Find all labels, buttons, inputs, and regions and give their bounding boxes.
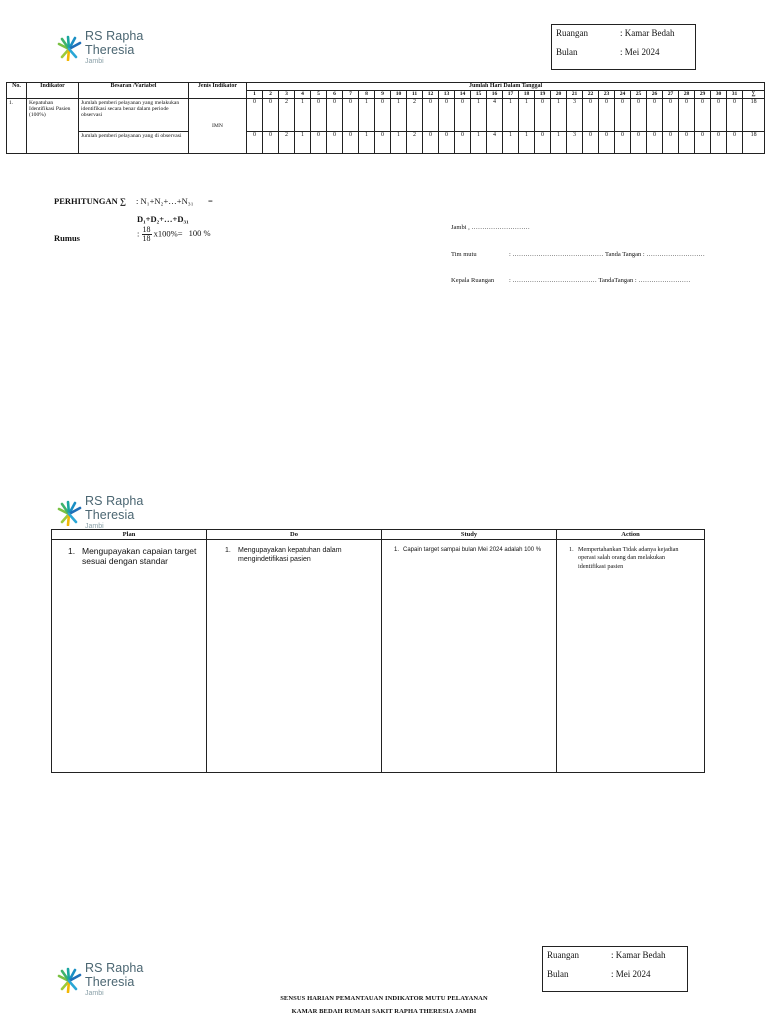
- numerator-day-value: 1: [471, 99, 487, 132]
- col-header-besaran: Besaran /Variabel: [79, 83, 189, 99]
- leaf-logo-icon: [56, 500, 82, 526]
- day-header: 6: [327, 91, 343, 99]
- numerator-day-value: 4: [487, 99, 503, 132]
- numerator-day-value: 0: [599, 99, 615, 132]
- month-value: : Mei 2024: [620, 47, 660, 57]
- day-header: 1: [247, 91, 263, 99]
- numerator-day-value: 1: [359, 99, 375, 132]
- kepala-ruangan-label: Kepala Ruangan: [451, 277, 495, 284]
- denominator-day-value: 1: [391, 132, 407, 154]
- day-header: 14: [455, 91, 471, 99]
- col-header-no: No.: [7, 83, 27, 99]
- hospital-logo: [56, 30, 143, 65]
- denominator-expression: D₁+D₂+…+D₃₁: [137, 214, 189, 224]
- info-box: [551, 24, 696, 70]
- pdsa-plan-cell: [52, 540, 207, 773]
- fraction-numerator: 18: [142, 225, 151, 234]
- numerator-expression: : N₁+N₂+…+N₃₁: [136, 196, 194, 206]
- day-header: 12: [423, 91, 439, 99]
- kepala-ruangan-signature-line: : ………………………………… TandaTangan : ……………………: [509, 277, 691, 284]
- numerator-day-value: 0: [327, 99, 343, 132]
- pdsa-table: [51, 529, 705, 773]
- denominator-day-value: 1: [519, 132, 535, 154]
- col-header-jenis: Jenis Indikator: [189, 83, 247, 99]
- numerator-day-value: 0: [679, 99, 695, 132]
- numerator-day-value: 0: [583, 99, 599, 132]
- month-label: Bulan: [547, 969, 569, 979]
- denominator-day-value: 0: [263, 132, 279, 154]
- col-header-indikator: Indikator: [27, 83, 79, 99]
- formula-trailing: =: [208, 196, 213, 206]
- sensus-title-line-2: KAMAR BEDAH RUMAH SAKIT RAPHA THERESIA JAMBI: [291, 1008, 477, 1015]
- census-table: [6, 82, 765, 154]
- month-label: Bulan: [556, 47, 578, 57]
- denominator-day-value: 0: [679, 132, 695, 154]
- denominator-day-value: 1: [471, 132, 487, 154]
- room-label: Ruangan: [556, 28, 588, 38]
- numerator-day-value: 0: [663, 99, 679, 132]
- rumus-fraction: [142, 226, 152, 243]
- sum-header: ∑: [743, 91, 765, 99]
- day-header: 3: [279, 91, 295, 99]
- leaf-logo-icon: [56, 35, 82, 61]
- numerator-day-value: 2: [407, 99, 423, 132]
- logo-line-1: RS Rapha: [85, 29, 144, 43]
- col-header-jumlah-hari: Jumlah Hari Dalam Tanggal: [247, 83, 765, 91]
- pdsa-header-plan: Plan: [52, 530, 207, 540]
- rumus-colon: :: [137, 228, 140, 239]
- perhitungan-label: PERHITUNGAN ∑: [54, 196, 126, 206]
- denominator-day-value: 0: [711, 132, 727, 154]
- hospital-logo-bottom: [56, 962, 143, 997]
- room-label: Ruangan: [547, 950, 579, 960]
- study-item-text: Capain target sampai bulan Mei 2024 adalah 100 %: [403, 547, 542, 553]
- pdsa-do-cell: [207, 540, 382, 773]
- month-value: : Mei 2024: [611, 969, 651, 979]
- rumus-expression: [137, 226, 211, 243]
- numerator-day-value: 2: [279, 99, 295, 132]
- denominator-day-value: 2: [407, 132, 423, 154]
- logo-line-3: Jambi: [85, 990, 104, 997]
- logo-line-1: RS Rapha: [85, 494, 144, 508]
- pdsa-header-action: Action: [557, 530, 705, 540]
- day-header: 18: [519, 91, 535, 99]
- day-header: 2: [263, 91, 279, 99]
- tim-mutu-label: Tim mutu: [451, 251, 477, 258]
- day-header: 21: [567, 91, 583, 99]
- row-indikator: Kepatuhan Identifikasi Pasien (100%): [27, 99, 79, 154]
- day-header: 17: [503, 91, 519, 99]
- numerator-day-value: 1: [391, 99, 407, 132]
- plan-item-text: Mengupayakan capaian target sesuai dengan standar: [82, 546, 197, 567]
- numerator-day-value: 1: [519, 99, 535, 132]
- rumus-result: 100 %: [188, 228, 211, 239]
- denominator-day-value: 0: [375, 132, 391, 154]
- pdsa-header-study: Study: [382, 530, 557, 540]
- denominator-day-value: 0: [535, 132, 551, 154]
- leaf-logo-icon: [56, 967, 82, 993]
- day-header: 24: [615, 91, 631, 99]
- numerator-day-value: 0: [343, 99, 359, 132]
- numerator-day-value: 1: [503, 99, 519, 132]
- action-item-number: 1.: [569, 546, 574, 553]
- pdsa-action-cell: [557, 540, 705, 773]
- pdsa-header-do: Do: [207, 530, 382, 540]
- pdsa-study-cell: [382, 540, 557, 773]
- numerator-day-value: 1: [295, 99, 311, 132]
- row-jenis: IMN: [189, 99, 247, 154]
- numerator-day-value: 0: [311, 99, 327, 132]
- logo-line-1: RS Rapha: [85, 961, 144, 975]
- logo-line-3: Jambi: [85, 58, 104, 65]
- day-header: 7: [343, 91, 359, 99]
- numerator-day-value: 0: [615, 99, 631, 132]
- day-header: 4: [295, 91, 311, 99]
- denominator-day-value: 0: [327, 132, 343, 154]
- denominator-day-value: 1: [551, 132, 567, 154]
- denominator-day-value: 0: [695, 132, 711, 154]
- numerator-day-value: 0: [375, 99, 391, 132]
- denominator-day-value: 0: [599, 132, 615, 154]
- day-header: 26: [647, 91, 663, 99]
- logo-line-2: Theresia: [85, 42, 135, 57]
- denominator-day-value: 0: [439, 132, 455, 154]
- denominator-day-value: 4: [487, 132, 503, 154]
- day-header: 25: [631, 91, 647, 99]
- info-box-bottom: [542, 946, 688, 992]
- day-header: 5: [311, 91, 327, 99]
- logo-line-3: Jambi: [85, 523, 104, 530]
- numerator-day-value: 0: [423, 99, 439, 132]
- denominator-day-value: 0: [631, 132, 647, 154]
- denominator-sum: 18: [743, 132, 765, 154]
- day-header: 19: [535, 91, 551, 99]
- numerator-day-value: 0: [247, 99, 263, 132]
- denominator-day-value: 0: [343, 132, 359, 154]
- numerator-day-value: 0: [711, 99, 727, 132]
- denominator-day-value: 0: [455, 132, 471, 154]
- numerator-day-value: 3: [567, 99, 583, 132]
- denominator-day-value: 0: [647, 132, 663, 154]
- numerator-day-value: 0: [263, 99, 279, 132]
- numerator-day-value: 0: [455, 99, 471, 132]
- day-header: 31: [727, 91, 743, 99]
- day-header: 13: [439, 91, 455, 99]
- tim-mutu-signature-line: : …………………………………… Tanda Tangan : ………………………: [509, 251, 705, 258]
- action-item-text: Mempertahankan Tidak adanya kejadian operasi salah orang dan melakukan identifikasi pasien: [578, 546, 679, 570]
- numerator-day-value: 0: [727, 99, 743, 132]
- day-header: 8: [359, 91, 375, 99]
- day-header: 16: [487, 91, 503, 99]
- day-header: 20: [551, 91, 567, 99]
- room-value: : Kamar Bedah: [620, 28, 675, 38]
- day-header: 28: [679, 91, 695, 99]
- denominator-day-value: 0: [583, 132, 599, 154]
- day-header: 11: [407, 91, 423, 99]
- study-item-number: 1.: [394, 547, 400, 553]
- numerator-day-value: 0: [695, 99, 711, 132]
- denominator-day-value: 3: [567, 132, 583, 154]
- day-header: 29: [695, 91, 711, 99]
- numerator-day-value: 0: [647, 99, 663, 132]
- denominator-day-value: 1: [503, 132, 519, 154]
- day-header: 15: [471, 91, 487, 99]
- rumus-label: Rumus: [54, 233, 80, 243]
- plan-item-number: 1.: [68, 546, 76, 556]
- rumus-multiplier: x100%=: [153, 228, 183, 239]
- denominator-day-value: 0: [423, 132, 439, 154]
- day-header: 22: [583, 91, 599, 99]
- day-header: 9: [375, 91, 391, 99]
- do-item-text: Mengupayakan kepatuhan dalam mengindetifikasi pasien: [238, 547, 342, 564]
- day-header: 30: [711, 91, 727, 99]
- numerator-label: Jumlah pemberi pelayanan yang melakukan identifikasi secara benar dalam periode observasi: [79, 99, 189, 132]
- fraction-denominator: 18: [142, 234, 151, 243]
- logo-line-2: Theresia: [85, 507, 135, 522]
- row-no: 1.: [7, 99, 27, 154]
- do-item-number: 1.: [225, 547, 231, 554]
- denominator-day-value: 1: [295, 132, 311, 154]
- denominator-day-value: 0: [615, 132, 631, 154]
- numerator-day-value: 0: [535, 99, 551, 132]
- numerator-day-value: 0: [439, 99, 455, 132]
- numerator-day-value: 0: [631, 99, 647, 132]
- denominator-day-value: 0: [311, 132, 327, 154]
- day-header: 23: [599, 91, 615, 99]
- denominator-day-value: 0: [727, 132, 743, 154]
- hospital-logo-pdsa: [56, 495, 143, 530]
- numerator-sum: 18: [743, 99, 765, 132]
- denominator-day-value: 0: [663, 132, 679, 154]
- logo-line-2: Theresia: [85, 974, 135, 989]
- numerator-day-value: 1: [551, 99, 567, 132]
- signature-place-date: Jambi , ………………………: [451, 224, 530, 231]
- denominator-day-value: 1: [359, 132, 375, 154]
- denominator-day-value: 2: [279, 132, 295, 154]
- sensus-title-line-1: SENSUS HARIAN PEMANTAUAN INDIKATOR MUTU PELAYANAN: [280, 995, 488, 1002]
- denominator-label: Jumlah pemberi pelayanan yang di observasi: [79, 132, 189, 154]
- denominator-day-value: 0: [247, 132, 263, 154]
- day-header: 10: [391, 91, 407, 99]
- room-value: : Kamar Bedah: [611, 950, 666, 960]
- day-header: 27: [663, 91, 679, 99]
